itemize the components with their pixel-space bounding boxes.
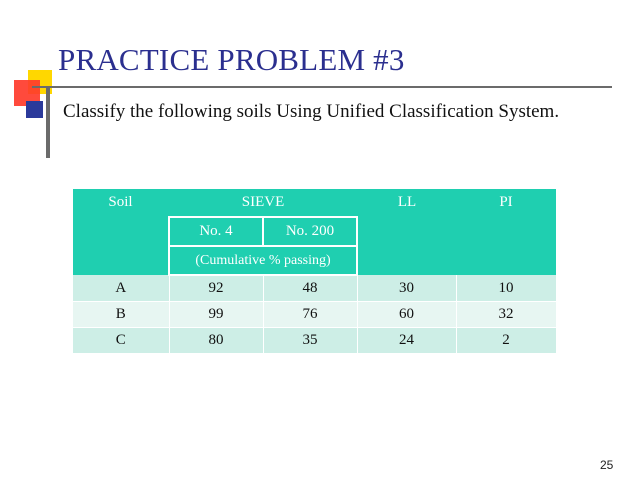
cell-soil: A <box>73 275 169 302</box>
table-row <box>73 328 556 354</box>
header-no4: No. 4 <box>169 217 263 246</box>
header-pi: PI <box>499 194 513 210</box>
table-row <box>73 302 556 328</box>
cell-pi: 10 <box>456 275 556 302</box>
header-sieve: SIEVE <box>241 194 285 210</box>
cell-pi: 2 <box>456 328 556 354</box>
cell-no4: 92 <box>169 275 263 302</box>
page-number: 25 <box>600 458 614 472</box>
header-soil: Soil <box>108 194 133 210</box>
slide-body-text: Classify the following soils Using Unified Classification System. <box>63 101 560 122</box>
cell-pi: 32 <box>456 302 556 328</box>
cell-no4: 99 <box>169 302 263 328</box>
cell-ll: 30 <box>357 275 456 302</box>
header-note: (Cumulative % passing) <box>169 246 357 275</box>
cell-no200: 76 <box>263 302 357 328</box>
cell-ll: 24 <box>357 328 456 354</box>
title-underline <box>32 86 612 88</box>
soil-data-table <box>73 189 557 354</box>
cell-ll: 60 <box>357 302 456 328</box>
blue-square-decoration <box>26 101 43 118</box>
cell-no200: 35 <box>263 328 357 354</box>
cell-no4: 80 <box>169 328 263 354</box>
cell-soil: C <box>73 328 169 354</box>
header-ll: LL <box>397 194 417 210</box>
cell-soil: B <box>73 302 169 328</box>
table-row <box>73 275 556 302</box>
header-no200: No. 200 <box>263 217 357 246</box>
vertical-accent-bar <box>46 88 50 158</box>
cell-no200: 48 <box>263 275 357 302</box>
slide-title: PRACTICE PROBLEM #3 <box>58 42 405 77</box>
